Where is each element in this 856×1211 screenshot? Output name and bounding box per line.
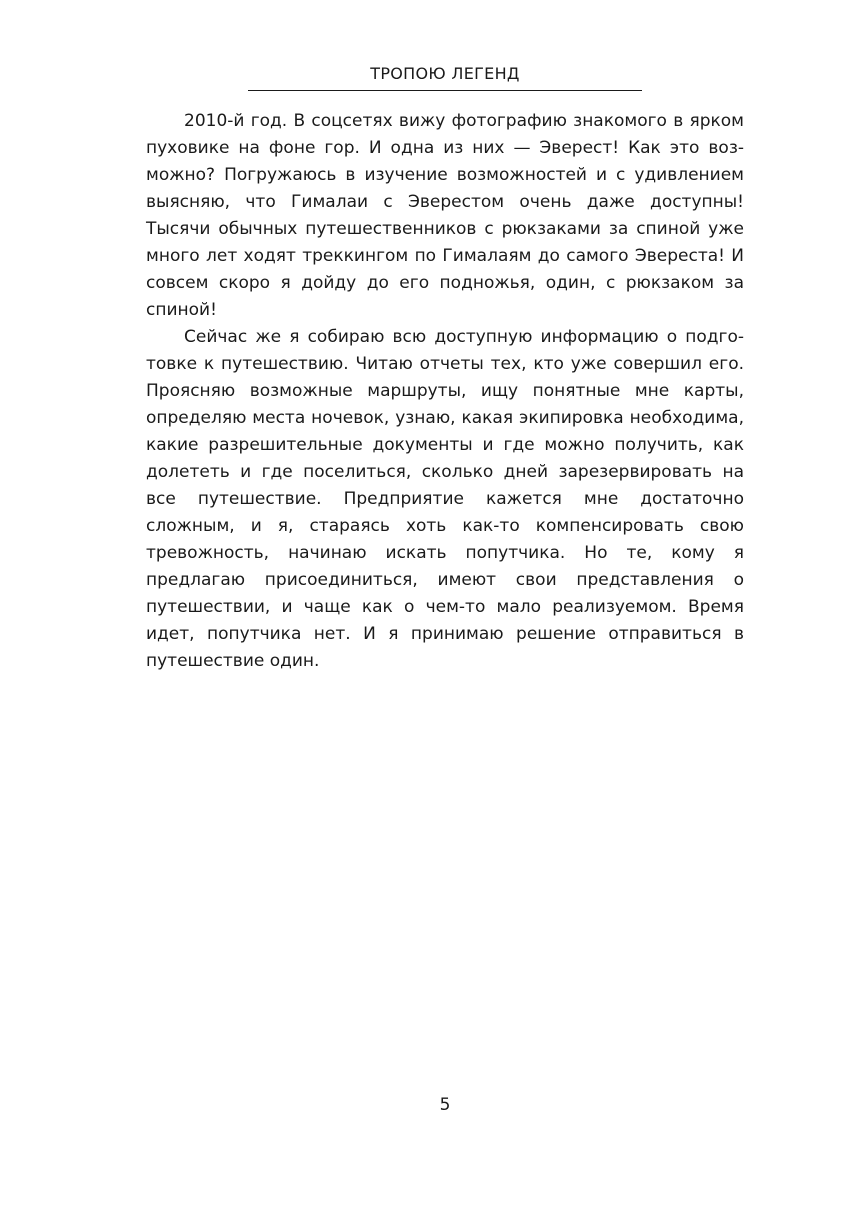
running-head-title: ТРОПОЮ ЛЕГЕНД bbox=[370, 64, 520, 83]
running-head-rule bbox=[248, 90, 642, 91]
page-number: 5 bbox=[439, 1095, 451, 1115]
paragraph-2: Сейчас же я собираю всю доступную информацию о подготовке к путешествию. Читаю отчеты тех, кто уже совершил его. Проясняю возможные маршруты, ищу понятные мне карты, определяю места ночевок, узнаю, какая экипировка необходима, какие разрешительные документы и где можно получить, как долететь и где поселиться, сколько дней зарезервировать на все путешествие. Предприятие кажется мне достаточно сложным, и я, стараясь хоть как-то компенсировать свою тревожность, начинаю искать попутчика. Но те, кому я предлагаю присоединиться, имеют свои представления о путешествии, и чаще как о чем-то мало реализуемом. Время идет, попутчика нет. И я принимаю решение отправиться в путешествие один. bbox=[146, 327, 744, 671]
body-text bbox=[146, 108, 744, 675]
paragraph-1: 2010-й год. В соцсетях вижу фотографию знакомого в ярком пуховике на фоне гор. И одна из них — Эверест! Как это возможно? Погружаюсь в изучение возможностей и с удивлением выясняю, что Гималаи с Эверестом очень даже доступны! Тысячи обычных путешественников с рюкзаками за спиной уже много лет ходят треккингом по Гималаям до самого Эвереста! И совсем скоро я дойду до его подножья, один, с рюкзаком за спиной! bbox=[146, 111, 744, 320]
